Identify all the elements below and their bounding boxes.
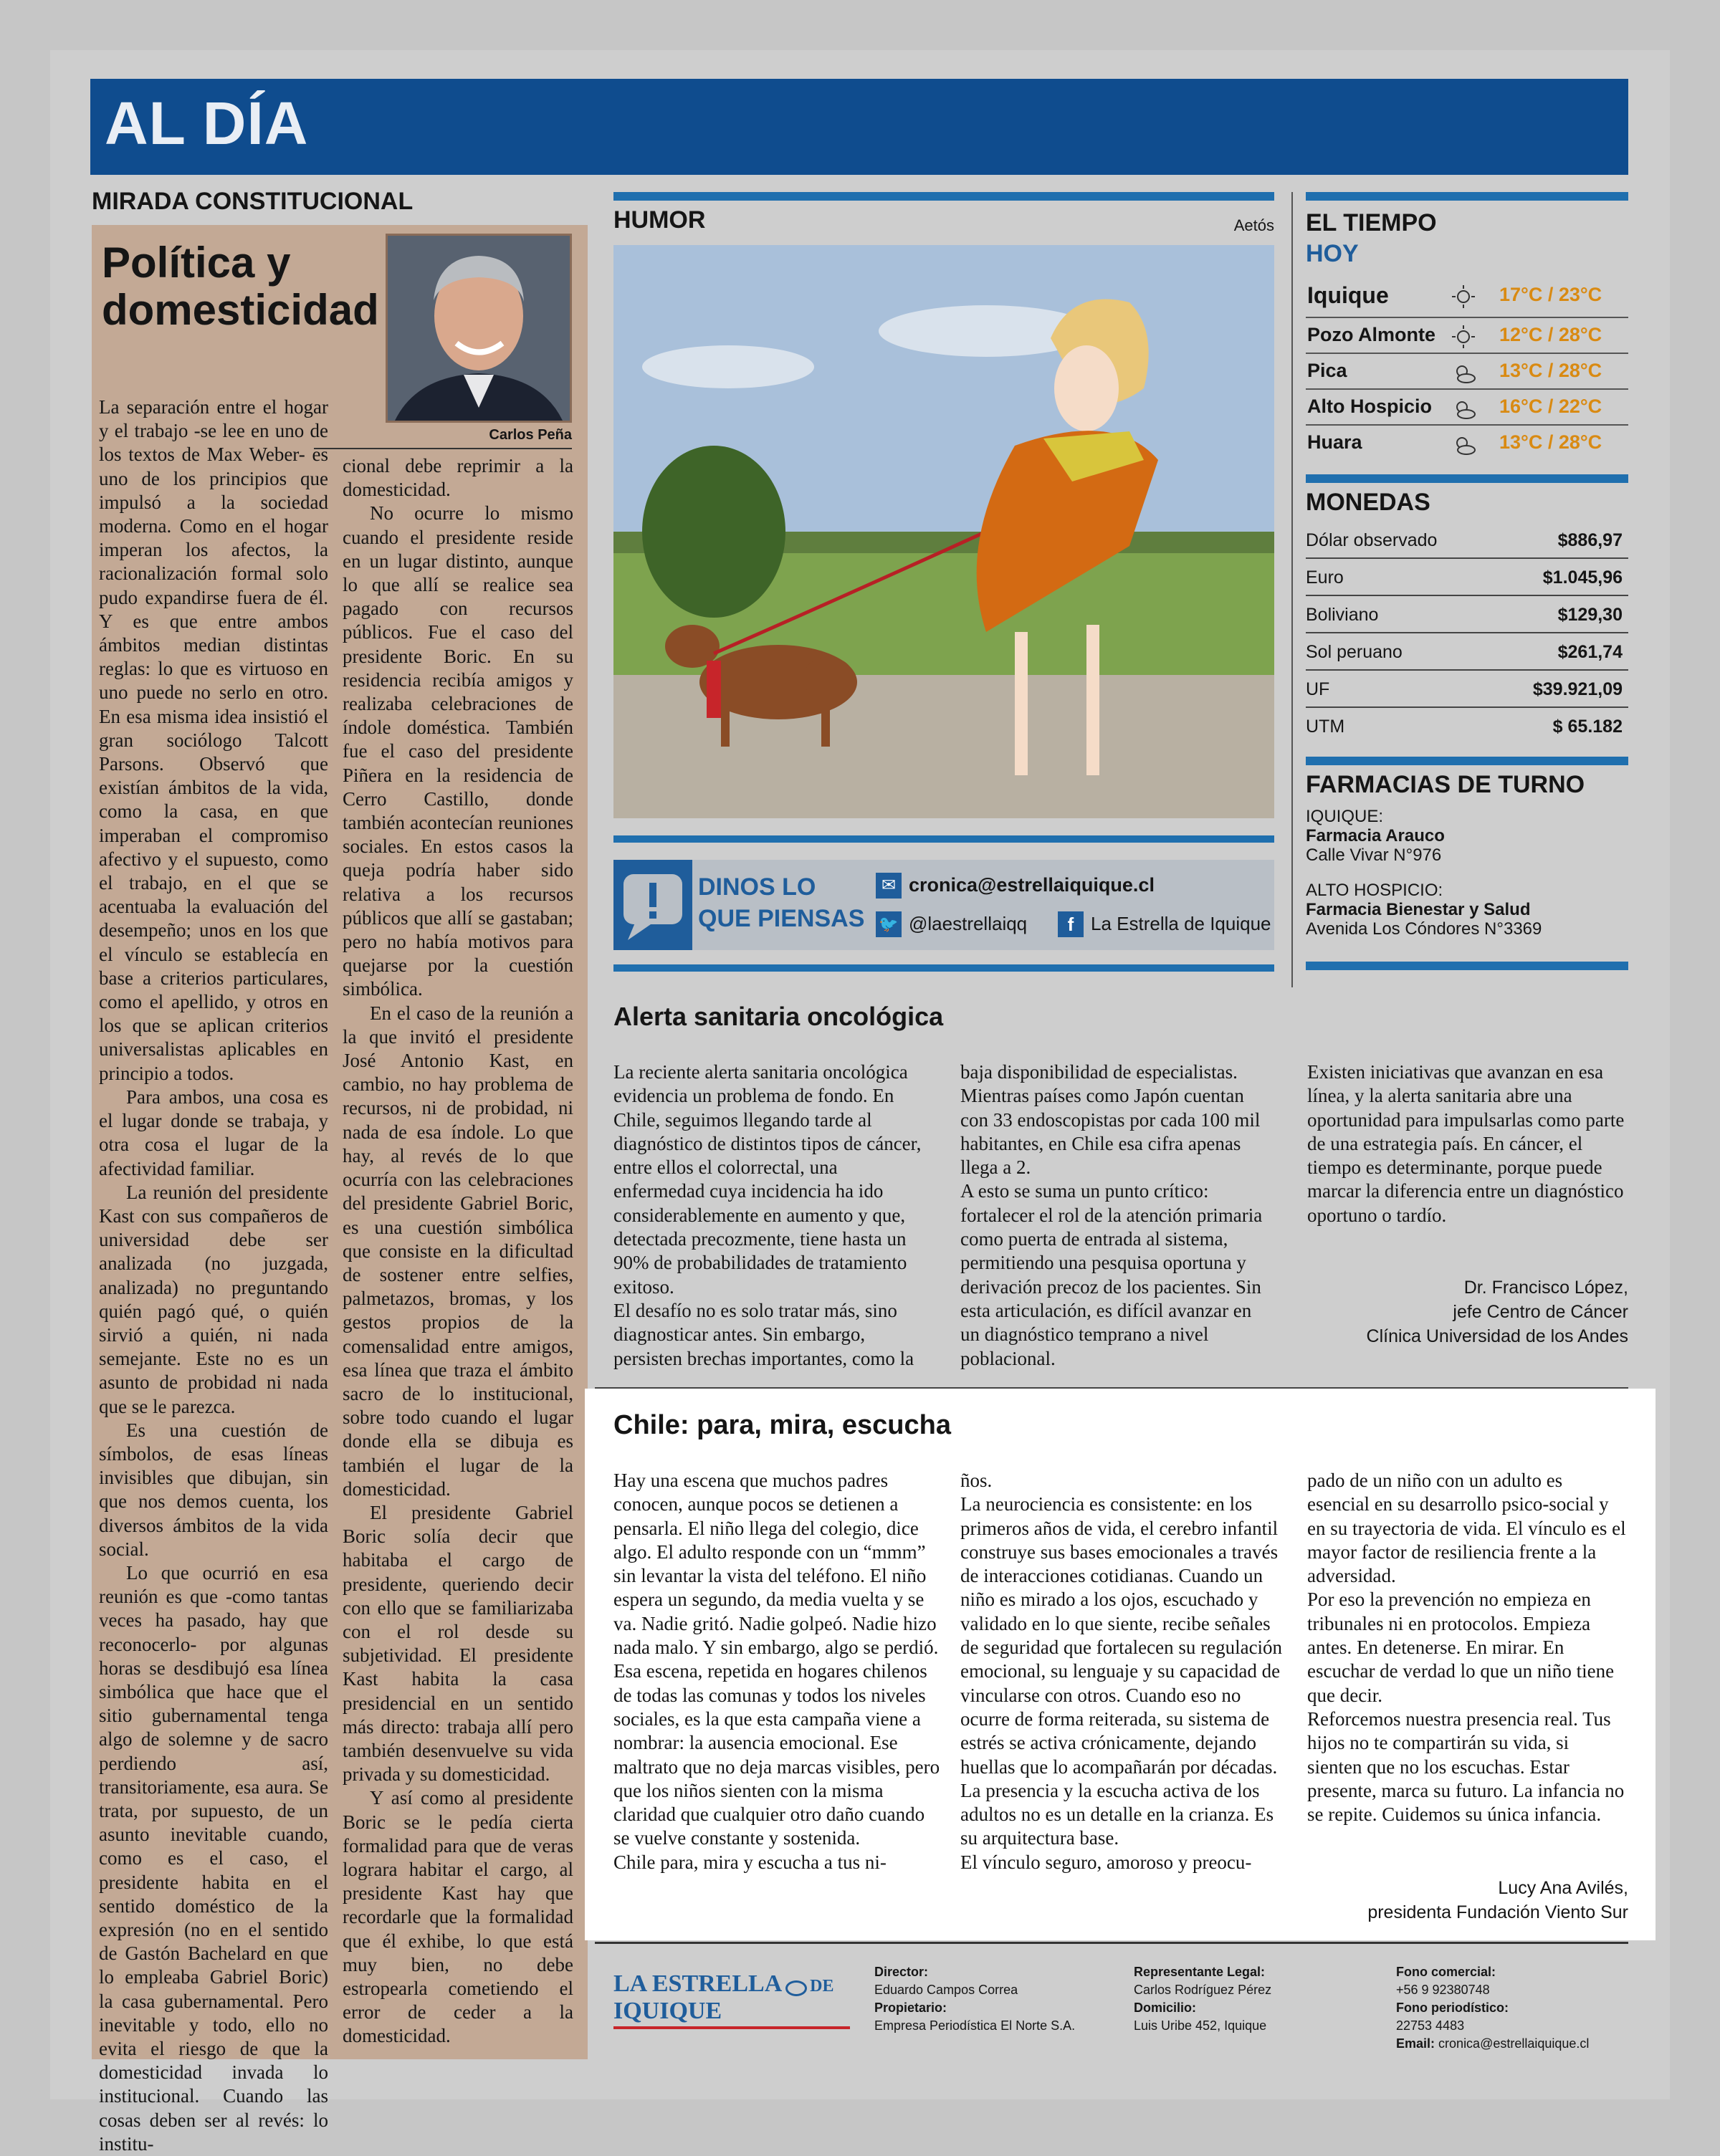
paragraph: Para ambos, una cosa es el lugar donde se trabaja, y otra cosa el lugar de la afectividad familiar.	[99, 1086, 328, 1179]
letter-title: Chile: para, mira, escucha	[613, 1410, 951, 1440]
divider-bar	[1306, 962, 1628, 970]
paragraph: Lo que ocurrió en esa reunión es que -como tantas veces ha pasado, hay que reconocerlo- por algunas horas se desdibujó esa línea simbólica que hace que el sitio gubernamental tenga algo de solemne y de sacro perdiendo así, transitoriamente, esa aura. Se trata, por supuesto, de un asunto inevitable cuando, como es el caso, el presidente habita en el sentido doméstico de la expresión (no en el sentido de Gastón Bachelard en que lo empleaba Gabriel Boric) la casa gubernamental. Pero inevitable y todo, ello no evita el riesgo de que la domesticidad invada lo institucional. Cuando las cosas deben ser al revés: lo institu-	[99, 1561, 328, 2155]
currency-row	[1306, 522, 1628, 559]
letter1-col1: La reciente alerta sanitaria oncológica evidencia un problema de fondo. En Chile, seguimos llegando tarde al diagnóstico de distintos tipos de cáncer, entre ellos el colorrectal, una enfermedad cuya incidencia ha ido considerablemente en aumento y que, detectada precozmente, tiene hasta un 90% de probabilidades de tratamiento exitoso. El desafío no es solo tratar más, sino diagnosticar antes. Sin embargo, persisten brechas importantes, como la	[613, 1061, 922, 1369]
contact-box	[613, 860, 1274, 950]
currency-table	[1306, 522, 1628, 751]
footer-value: +56 9 92380748	[1396, 1983, 1490, 1997]
footer-label: Representante Legal:	[1134, 1965, 1266, 1979]
weather-city: Pica	[1307, 360, 1347, 381]
footer-rule	[595, 1942, 1628, 1944]
footer-legal	[1134, 1963, 1370, 2035]
pharmacy-list	[1306, 807, 1628, 939]
signature-line: Clínica Universidad de los Andes	[1366, 1326, 1628, 1346]
signature-line: presidenta Fundación Viento Sur	[1367, 1902, 1628, 1922]
footer-email[interactable]: cronica@estrellaiquique.cl	[1438, 2036, 1590, 2051]
weather-city: Iquique	[1307, 282, 1389, 308]
weather-temp: 13°C / 28°C	[1499, 360, 1602, 381]
weather-city: Huara	[1307, 431, 1362, 453]
sun-icon	[1449, 284, 1478, 310]
weather-row	[1306, 278, 1628, 318]
article-title-line2: domesticidad	[102, 286, 379, 334]
currency-row	[1306, 559, 1628, 596]
weather-city: Pozo Almonte	[1307, 324, 1435, 345]
twitter-icon: 🐦	[876, 911, 902, 937]
author-photo	[386, 234, 572, 423]
footer-value: Eduardo Campos Correa	[874, 1983, 1018, 1997]
currency-value: $ 65.182	[1552, 717, 1623, 737]
humor-label: HUMOR	[613, 206, 706, 234]
partly-cloudy-icon	[1449, 396, 1478, 421]
weather-temp: 17°C / 23°C	[1499, 284, 1602, 305]
section-banner	[90, 79, 1628, 175]
author-name: Carlos Peña	[314, 427, 572, 449]
paragraph: cional debe reprimir a la domesticidad.	[343, 455, 573, 501]
contact-heading-line1: DINOS LO	[698, 873, 816, 901]
opinion-column	[92, 225, 588, 2155]
highlighted-letter	[585, 1389, 1656, 1940]
divider-bar	[613, 835, 1274, 843]
footer-value: Empresa Periodística El Norte S.A.	[874, 2018, 1076, 2033]
contact-twitter[interactable]: @laestrellaiqq	[909, 913, 1028, 934]
weather-table	[1306, 278, 1628, 464]
currency-value: $886,97	[1557, 530, 1623, 550]
pharmacy-name: Farmacia Bienestar y Salud	[1306, 900, 1531, 919]
currency-row	[1306, 708, 1628, 745]
pharmacy-address: Avenida Los Cóndores N°3369	[1306, 919, 1542, 939]
contact-heading-line2: QUE PIENSAS	[698, 905, 865, 932]
letter2-col3: pado de un niño con un adulto es esencial en su desarrollo psico-social y en su trayectoria de vida. El vínculo es el mayor factor de resiliencia frente a la adversidad. Por eso la prevención no empieza en tribunales ni en protocolos. Empieza antes. En detenerse. En mirar. En escuchar de verdad lo que un niño tiene que decir. Reforcemos nuestra presencia real. Tus hijos no te compartirán su vida, si sienten que no los escuchas. Estar presente, marca su futuro. La infancia no se repite. Cuidemos su única infancia.	[1307, 1470, 1626, 1826]
currency-row	[1306, 596, 1628, 633]
currency-name: Dólar observado	[1306, 530, 1438, 550]
pharmacy-city: ALTO HOSPICIO:	[1306, 881, 1443, 900]
currency-name: Euro	[1306, 567, 1344, 588]
paragraph: La reunión del presidente Kast con sus compañeros de universidad debe ser analizada (no juzgada, analizada) no preguntando quién pagó qué, o quién sirvió a quién, ni nada semejante. Este no es un asunto de probidad ni nada que se le parezca.	[99, 1181, 328, 1417]
currency-name: Sol peruano	[1306, 642, 1403, 662]
divider-bar	[613, 964, 1274, 972]
letter2-col1: Hay una escena que muchos padres conocen, aunque pocos se detienen a pensarla. El niño llega del colegio, dice algo. El adulto responde con un “mmm” sin levantar la vista del teléfono. El niño espera un segundo, da media vuelta y se va. Nadie gritó. Nadie golpeó. Nadie hizo nada malo. Y sin embargo, algo se perdió. Esa escena, repetida en hogares chilenos de todas las comunas y todos los niveles sociales, es la que esta campaña viene a nombrar: la ausencia emocional. Ese maltrato que no deja marcas visibles, pero que los niños sienten con la misma claridad que cualquier otro daño cuando se vuelve constante y sostenida. Chile para, mira y escucha a tus ni-	[613, 1470, 940, 1873]
article-title	[102, 239, 379, 334]
contact-facebook[interactable]: La Estrella de Iquique	[1091, 913, 1271, 934]
currency-value: $261,74	[1557, 642, 1623, 662]
ship-icon	[785, 1980, 807, 1996]
logo-text: IQUIQUE	[613, 1998, 722, 2024]
weather-row	[1306, 426, 1628, 461]
contact-heading	[698, 871, 864, 934]
logo-underline	[613, 2026, 850, 2029]
currency-value: $129,30	[1557, 605, 1623, 625]
footer-label: Propietario:	[874, 2001, 947, 2015]
pharmacy-title: FARMACIAS DE TURNO	[1306, 771, 1585, 798]
article-title-line1: Política y	[102, 239, 291, 287]
footer-value: Luis Uribe 452, Iquique	[1134, 2018, 1267, 2033]
section-title: AL DÍA	[105, 90, 309, 157]
currency-row	[1306, 633, 1628, 671]
footer-label: Fono comercial:	[1396, 1965, 1496, 1979]
column-kicker: MIRADA CONSTITUCIONAL	[92, 188, 414, 215]
footer-label: Director:	[874, 1965, 929, 1979]
currency-title: MONEDAS	[1306, 489, 1430, 516]
paragraph: Y así como al presidente Boric se le pedía cierta formalidad para que de veras lograra habitar el cargo, al presidente Kast hay que recordarle que la formalidad que él exhibe, lo que está muy bien, no debe estropearla cometiendo el error de ceder a la domesticidad.	[343, 1787, 573, 2047]
cartoon-artist: Aetós	[1233, 216, 1274, 234]
weather-row	[1306, 390, 1628, 426]
footer-director	[874, 1963, 1111, 2035]
facebook-icon: f	[1058, 911, 1084, 937]
column-rule	[1291, 192, 1293, 987]
partly-cloudy-icon	[1449, 431, 1478, 457]
newspaper-page	[50, 50, 1670, 2155]
pharmacy-address: Calle Vivar N°976	[1306, 845, 1442, 865]
divider-bar	[1306, 757, 1628, 765]
weather-title: EL TIEMPO	[1306, 209, 1437, 236]
cartoon-image	[613, 245, 1274, 818]
footer-value: Carlos Rodríguez Pérez	[1134, 1983, 1272, 1997]
logo-text: DE	[810, 1977, 834, 1996]
footer-contact	[1396, 1963, 1640, 2053]
sun-icon	[1449, 324, 1478, 350]
weather-row	[1306, 354, 1628, 390]
paragraph: La separación entre el hogar y el trabajo -se lee en uno de los textos de Max Weber- es uno de los principios que impulsó a la sociedad moderna. Como en el hogar imperan los afectos, la racionalización formal solo pudo expandirse fuera de él. Y es que entre ambos ámbitos median distintas reglas: lo que es virtuoso en uno puede no serlo en otro. En esa misma idea insistió el gran sociólogo Talcott Parsons. Observó que existían ámbitos de la vida, como la casa, en que imperaban el compromiso afectivo y el supuesto, como el trabajo, en el que se acentuaba la evaluación del desempeño; unos en los que el vínculo se establecía en base a criterios particulares, como el apellido, y otros en los que se aplican criterios universalistas aplicables en principio a todos.	[99, 396, 328, 1084]
currency-name: UTM	[1306, 717, 1345, 737]
currency-name: UF	[1306, 679, 1330, 699]
currency-row	[1306, 671, 1628, 708]
weather-temp: 12°C / 28°C	[1499, 324, 1602, 345]
divider-bar	[1306, 474, 1628, 483]
weather-temp: 13°C / 28°C	[1499, 431, 1602, 453]
footer-label: Email:	[1396, 2036, 1435, 2051]
currency-value: $1.045,96	[1542, 567, 1623, 588]
footer-value: 22753 4483	[1396, 2018, 1465, 2033]
weather-panel	[1306, 209, 1628, 453]
footer-label: Domicilio:	[1134, 2001, 1197, 2015]
signature-line: Lucy Ana Avilés,	[1498, 1878, 1628, 1898]
speech-bubble-icon	[613, 860, 692, 950]
letter1-col3: Existen iniciativas que avanzan en esa línea, y la alerta sanitaria abre una oportunidad para impulsarlas como parte de una estrategia país. En cáncer, el tiempo es determinante, porque puede marcar la diferencia entre un diagnóstico oportuno o tardío.	[1307, 1061, 1625, 1226]
letter-title: Alerta sanitaria oncológica	[613, 1002, 944, 1031]
footer-label: Fono periodístico:	[1396, 2001, 1509, 2015]
weather-city: Alto Hospicio	[1307, 396, 1432, 417]
contact-email[interactable]: cronica@estrellaiquique.cl	[909, 874, 1155, 896]
currency-name: Boliviano	[1306, 605, 1379, 625]
email-icon: ✉	[876, 873, 902, 899]
signature-line: Dr. Francisco López,	[1463, 1278, 1628, 1298]
opinion-col1	[99, 396, 328, 2155]
divider-bar	[613, 192, 1274, 201]
weather-row	[1306, 318, 1628, 354]
paragraph: Es una cuestión de símbolos, de esas líneas invisibles que dibujan, sin que nos demos cuenta, los diversos ámbitos de la vida social.	[99, 1419, 328, 1560]
paragraph: El presidente Gabriel Boric solía decir que habitaba el cargo de presidente, queriendo decir con ello que se familiarizaba con el rol desde su subjetividad. El presidente Kast habita la casa presidencial en un sentido más directo: trabaja allí pero también desenvuelve su vida privada y su domesticidad.	[343, 1501, 573, 1786]
letter2-signature	[1307, 1876, 1628, 1925]
signature-line: jefe Centro de Cáncer	[1453, 1302, 1628, 1322]
opinion-col2	[343, 454, 573, 2052]
logo-text: LA ESTRELLA	[613, 1970, 783, 1997]
partly-cloudy-icon	[1449, 360, 1478, 385]
letter1-signature	[1307, 1275, 1628, 1348]
pharmacy-city: IQUIQUE:	[1306, 807, 1384, 826]
weather-subtitle: HOY	[1306, 240, 1359, 267]
letter1-col2: baja disponibilidad de especialistas. Mientras países como Japón cuentan con 33 endoscopistas por cada 100 mil habitantes, en Chile esa cifra apenas llega a 2. A esto se suma un punto crítico: fortalecer el rol de la atención primaria como puerta de entrada al sistema, permitiendo una pesquisa oportuna y derivación precoz de los pacientes. Sin esta articulación, es difícil avanzar en un diagnóstico temprano a nivel poblacional.	[960, 1061, 1263, 1369]
paragraph: No ocurre lo mismo cuando el presidente reside en un lugar distinto, aunque lo que allí se realice sea pagado con recursos públicos. Fue el caso del presidente Boric. En su residencia recibía amigos y realizaba celebraciones de índole doméstica. También fue el caso del presidente Piñera en la residencia de Cerro Castillo, donde también acontecían reuniones sociales. En estos casos la queja podría haber sido relativa a los recursos públicos que allí se gastaban; pero no había motivos para quejarse por la cuestión simbólica.	[343, 502, 573, 1000]
masthead-logo	[613, 1970, 850, 2024]
paragraph: En el caso de la reunión a la que invitó el presidente José Antonio Kast, en cambio, no hay problema de recursos, ni de probidad, ni nada de esa índole. Lo que hay, al revés de lo que ocurría con las celebraciones del presidente Gabriel Boric, es una cuestión simbólica que consiste en la dificultad de sostener entre selfies, palmetazos, bromas, y los gestos propios de la comensalidad entre amigos, esa línea que traza el ámbito sacro de lo institucional, sobre todo cuando el lugar donde ella se dibuja es también el lugar de la domesticidad.	[343, 1002, 573, 1500]
weather-temp: 16°C / 22°C	[1499, 396, 1602, 417]
currency-value: $39.921,09	[1532, 679, 1623, 699]
pharmacy-name: Farmacia Arauco	[1306, 826, 1445, 845]
divider-bar	[1306, 192, 1628, 201]
letter2-col2: ños. La neurociencia es consistente: en los primeros años de vida, el cerebro infantil construye sus bases emocionales a través de interacciones cotidianas. Cuando un niño es mirado a los ojos, escuchado y validado en lo que siente, recibe señales de seguridad que fortalecen su regulación emocional, su lenguaje y su capacidad de vincularse con otros. Cuando eso no ocurre de forma reiterada, su sistema de estrés se activa crónicamente, dejando huellas que lo acompañarán por décadas. La presencia y la escucha activa de los adultos no es un detalle en la crianza. Es su arquitectura base. El vínculo seguro, amoroso y preocu-	[960, 1470, 1283, 1873]
